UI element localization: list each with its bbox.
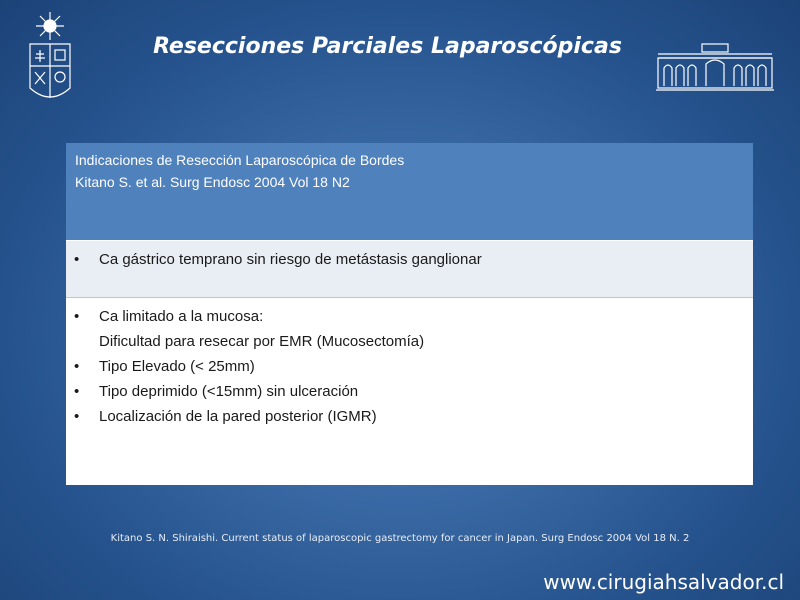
table-row [66, 298, 753, 485]
list-item-text: Localización de la pared posterior (IGMR) [99, 408, 377, 425]
list-item [66, 354, 753, 379]
list-item [66, 329, 753, 354]
table-header-title: Indicaciones de Resección Laparoscópica de Bordes [75, 152, 405, 168]
list-item [66, 404, 753, 429]
table-header-row [66, 143, 753, 241]
bullet-marker: • [74, 383, 80, 400]
citation-footnote: Kitano S. N. Shiraishi. Current status of laparoscopic gastrectomy for cancer in Japan. Surg Endosc 2004 Vol 18 N. 2 [110, 533, 690, 544]
page-title: Resecciones Parciales Laparoscópicas [153, 34, 622, 59]
website-url: www.cirugiahsalvador.cl [543, 570, 784, 594]
university-seal-logo [24, 10, 76, 110]
list-item-text: Tipo deprimido (<15mm) sin ulceración [99, 383, 359, 400]
list-item [66, 379, 753, 404]
list-item-text: Ca limitado a la mucosa: [99, 308, 264, 325]
list-item-text: Dificultad para resecar por EMR (Mucosectomía) [99, 333, 425, 350]
bullet-marker: • [74, 358, 80, 375]
list-item [66, 304, 753, 329]
table-header-reference: Kitano S. et al. Surg Endosc 2004 Vol 18 N2 [75, 174, 350, 190]
list-item-text: Ca gástrico temprano sin riesgo de metástasis ganglionar [99, 251, 482, 268]
bullet-marker: • [74, 251, 80, 268]
list-item-text: Tipo Elevado (< 25mm) [99, 358, 255, 375]
table-row [66, 241, 753, 298]
bullet-marker: • [74, 408, 80, 425]
hospital-building-logo [654, 40, 776, 94]
bullet-marker: • [74, 308, 80, 325]
indications-table [66, 143, 753, 485]
